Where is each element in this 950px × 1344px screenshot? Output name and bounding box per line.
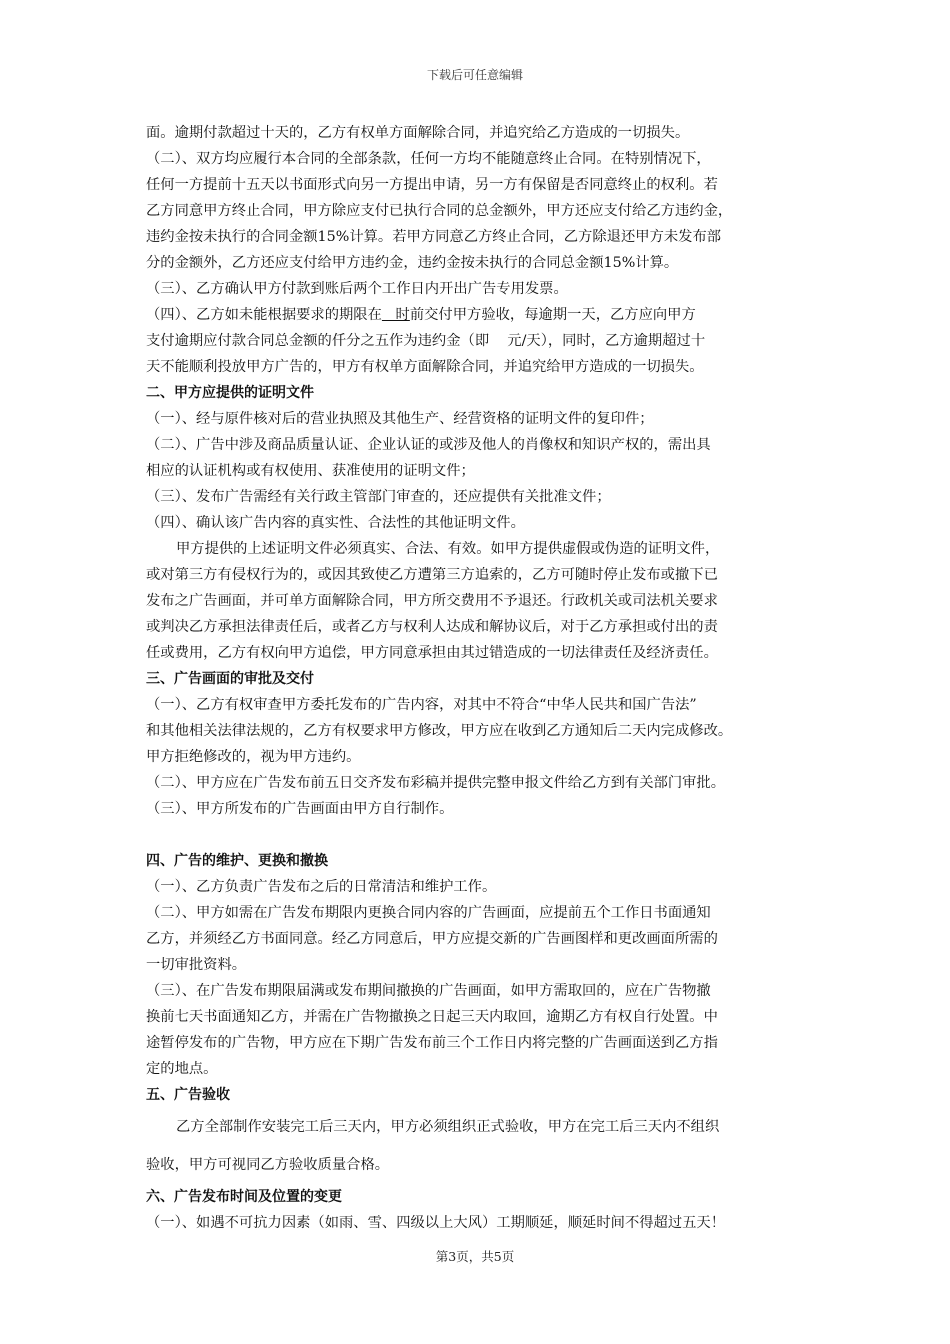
paragraph-line: 乙方同意甲方终止合同，甲方除应支付已执行合同的总金额外，甲方还应支付给乙方违约金， [146,203,733,219]
paragraph-line: （三）、在广告发布期限届满或发布期间撤换的广告画面，如甲方需取回的，应在广告物撤 [146,983,711,999]
paragraph-line: 甲方拒绝修改的，视为甲方违约。 [146,749,361,765]
paragraph-line: 分的金额外，乙方还应支付给甲方违约金，违约金按未执行的合同总金额15%计算。 [146,255,679,271]
paragraph-line: 乙方，并须经乙方书面同意。经乙方同意后，甲方应提交新的广告画图样和更改画面所需的 [146,931,718,947]
section-heading-4: 四、广告的维护、更换和撤换 [146,853,328,869]
page-header: 下载后可任意编辑 [426,68,523,82]
paragraph-line: （三）、发布广告需经有关行政主管部门审查的，还应提供有关批准文件； [146,489,611,505]
paragraph-line: 验收，甲方可视同乙方验收质量合格。 [146,1157,390,1173]
paragraph-line: 换前七天书面通知乙方，并需在广告物撤换之日起三天内取回，逾期乙方有权自行处置。中 [146,1009,718,1025]
paragraph-line: （一）、乙方负责广告发布之后的日常清洁和维护工作。 [146,879,497,895]
paragraph-line: （三）、乙方确认甲方付款到账后两个工作日内开出广告专用发票。 [146,281,568,297]
paragraph-line: 甲方提供的上述证明文件必须真实、合法、有效。如甲方提供虚假或伪造的证明文件， [176,541,720,557]
paragraph-line: （二）、双方均应履行本合同的全部条款，任何一方均不能随意终止合同。在特别情况下， [146,151,711,167]
paragraph-line: 途暂停发布的广告物，甲方应在下期广告发布前三个工作日内将完整的广告画面送到乙方指 [146,1035,718,1051]
deadline-blank: 时 [381,307,410,323]
paragraph-line: （一）、乙方有权审查甲方委托发布的广告内容，对其中不符合“中华人民共和国广告法” [146,697,697,713]
document-body [146,120,822,1236]
paragraph-line: 天不能顺利投放甲方广告的，甲方有权单方面解除合同，并追究给甲方造成的一切损失。 [146,359,704,375]
paragraph-line [146,302,822,328]
paragraph-line: 任何一方提前十五天以书面形式向另一方提出申请，另一方有保留是否同意终止的权利。若 [146,177,718,193]
paragraph-line: （二）、甲方应在广告发布前五日交齐发布彩稿并提供完整申报文件给乙方到有关部门审批。 [146,775,726,791]
page-footer: 第3页，共5页 [435,1249,515,1264]
paragraph-line: 或对第三方有侵权行为的，或因其致使乙方遭第三方追索的，乙方可随时停止发布或撤下已 [146,567,718,583]
paragraph-line: 面。逾期付款超过十天的，乙方有权单方面解除合同，并追究给乙方造成的一切损失。 [146,125,690,141]
paragraph-line: 和其他相关法律法规的，乙方有权要求甲方修改，甲方应在收到乙方通知后二天内完成修改。 [146,723,733,739]
paragraph-line: 任或费用，乙方有权向甲方追偿，甲方同意承担由其过错造成的一切法律责任及经济责任。 [146,645,718,661]
section-heading-6: 六、广告发布时间及位置的变更 [146,1189,342,1205]
paragraph-line: （二）、甲方如需在广告发布期限内更换合同内容的广告画面，应提前五个工作日书面通知 [146,905,711,921]
paragraph-line: （三）、甲方所发布的广告画面由甲方自行制作。 [146,801,454,817]
section-heading-2: 二、甲方应提供的证明文件 [146,385,314,401]
paragraph-line: 相应的认证机构或有权使用、获准使用的证明文件； [146,463,475,479]
paragraph-line: 定的地点。 [146,1061,218,1077]
paragraph-line: 支付逾期应付款合同总金额的仟分之五作为违约金（即 元/天），同时，乙方逾期超过十 [146,333,706,349]
paragraph-line: （一）、如遇不可抗力因素（如雨、雪、四级以上大风）工期顺延，顺延时间不得超过五天！ [146,1215,726,1231]
text-segment: 前交付甲方验收，每逾期一天，乙方应向甲方 [409,307,696,323]
paragraph-line: 发布之广告画面，并可单方面解除合同，甲方所交费用不予退还。行政机关或司法机关要求 [146,593,718,609]
paragraph-line: 乙方全部制作安装完工后三天内，甲方必须组织正式验收，甲方在完工后三天内不组织 [176,1119,720,1135]
paragraph-line: 或判决乙方承担法律责任后，或者乙方与权利人达成和解协议后，对于乙方承担或付出的责 [146,619,718,635]
blank-line [146,822,822,848]
paragraph-line: 一切审批资料。 [146,957,247,973]
text-segment: （四）、乙方如未能根据要求的期限在 [146,307,382,323]
section-heading-3: 三、广告画面的审批及交付 [146,671,314,687]
paragraph-line: （一）、经与原件核对后的营业执照及其他生产、经营资格的证明文件的复印件； [146,411,654,427]
paragraph-line: 违约金按未执行的合同金额15%计算。若甲方同意乙方终止合同，乙方除退还甲方未发布部 [146,229,722,245]
section-heading-5: 五、广告验收 [146,1087,230,1103]
paragraph-line: （四）、确认该广告内容的真实性、合法性的其他证明文件。 [146,515,525,531]
paragraph-line: （二）、广告中涉及商品质量认证、企业认证的或涉及他人的肖像权和知识产权的，需出具 [146,437,711,453]
